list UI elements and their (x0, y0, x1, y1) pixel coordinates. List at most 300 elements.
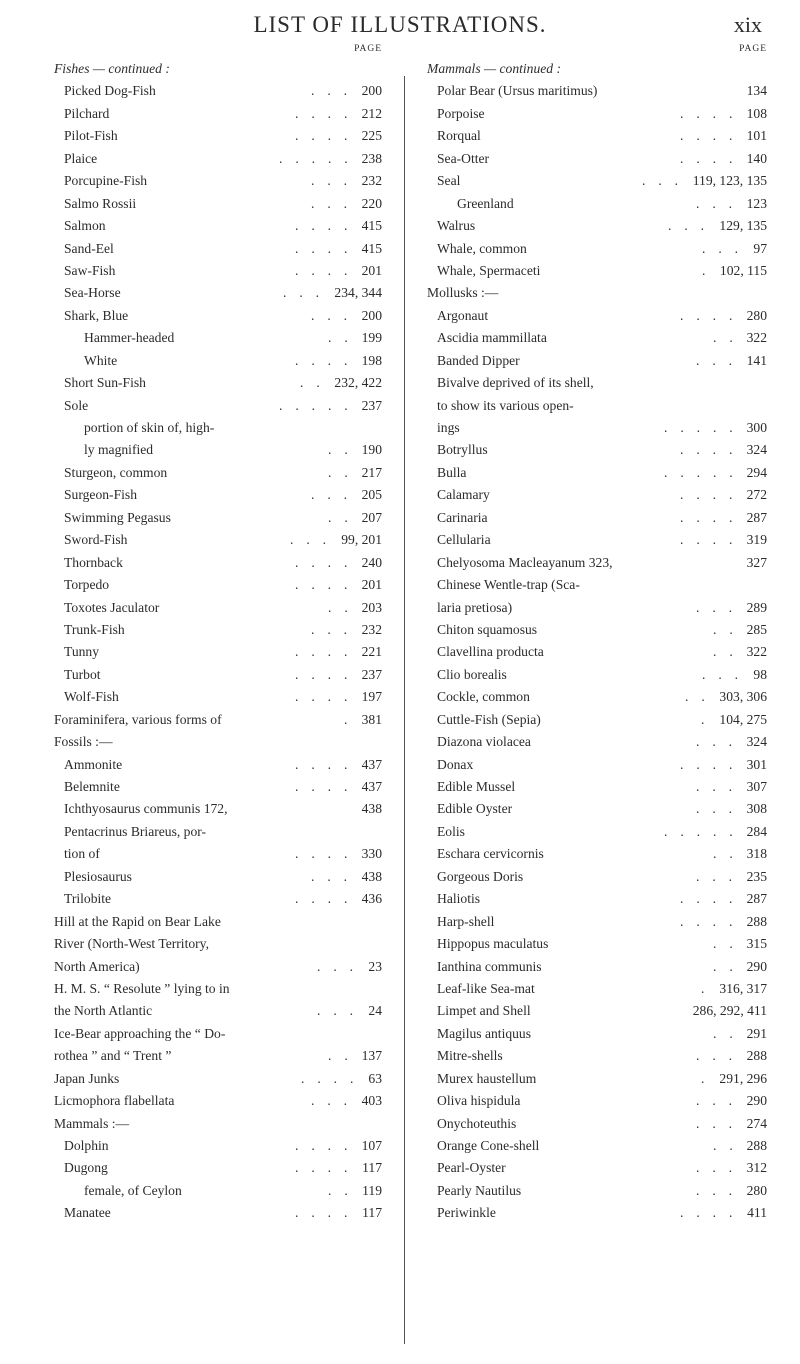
leader-dots: . . . . (295, 1160, 353, 1176)
entry-title: Sword-Fish (64, 532, 128, 548)
entry-title: Edible Oyster (437, 801, 513, 817)
entry-title: ings (437, 420, 460, 435)
leader-dots: . . . . . (664, 420, 738, 435)
index-entry (427, 1202, 767, 1224)
entry-title: Tunny (64, 644, 100, 660)
entry-title: Ice-Bear approaching the “ Do- (54, 1025, 226, 1041)
leader-dots: . . . (311, 1093, 352, 1109)
entry-page-number: 108 (746, 105, 767, 121)
leader-dots: . . . (317, 958, 358, 974)
entry-title: Bivalve deprived of its shell, (437, 375, 594, 391)
entry-title: Plaice (64, 150, 98, 166)
leader-dots: . . . (702, 666, 743, 682)
entry-title: Toxotes Jaculator (64, 599, 160, 615)
index-entry (54, 798, 382, 820)
entry-title: the North Atlantic (54, 1003, 153, 1019)
index-entry (54, 709, 382, 731)
entry-title: Periwinkle (437, 1205, 496, 1221)
leader-dots: . . . (696, 801, 737, 817)
entry-page-number: 232 (361, 621, 382, 637)
entry-list (54, 58, 382, 1225)
index-entry (427, 1068, 767, 1090)
index-entry (54, 58, 382, 80)
entry-title: to show its various open- (437, 397, 574, 413)
entry-page-number: 327 (746, 554, 767, 570)
entry-page-number: 307 (746, 779, 767, 794)
index-entry (427, 103, 767, 125)
index-entry (54, 484, 382, 506)
entry-page-number: 285 (746, 621, 767, 637)
entry-title: Swimming Pegasus (64, 509, 171, 525)
entry-page-number: 198 (361, 352, 382, 368)
leader-dots: . . . (696, 779, 737, 794)
leader-dots: . . . . (301, 1070, 359, 1086)
entry-title: Pearly Nautilus (437, 1182, 522, 1198)
index-entry (54, 1180, 382, 1202)
index-entry (427, 686, 767, 708)
entry-title: River (North-West Territory, (54, 936, 209, 952)
entry-page-number: 438 (361, 868, 382, 884)
index-entry (427, 215, 767, 237)
leader-dots: . . . (317, 1003, 358, 1019)
entry-title: Bulla (437, 464, 467, 480)
entry-page-number: 312 (746, 1160, 767, 1176)
leader-dots: . . . (696, 1115, 737, 1131)
entry-title: Polar Bear (Ursus maritimus) (437, 83, 598, 99)
index-entry (427, 58, 767, 80)
leader-dots: . . . (311, 173, 352, 189)
leader-dots: . . . (668, 218, 709, 234)
index-entry (427, 417, 767, 439)
entry-page-number: 288 (746, 1048, 767, 1064)
entry-page-number: 290 (746, 1093, 767, 1109)
entry-title: Ianthina communis (437, 958, 542, 974)
entry-title: Picked Dog-Fish (64, 83, 156, 99)
entry-page-number: 217 (361, 464, 382, 480)
entry-page-number: 190 (361, 442, 382, 458)
entry-page-number: 437 (361, 779, 382, 794)
leader-dots: . . . (642, 173, 683, 189)
index-entry (427, 462, 767, 484)
index-entry (54, 619, 382, 641)
index-entry (427, 125, 767, 147)
leader-dots: . . . . (295, 756, 353, 772)
index-entry (54, 439, 382, 461)
leader-dots: . . (328, 1182, 353, 1198)
index-entry (427, 798, 767, 820)
column-divider (404, 76, 405, 1344)
index-entry (54, 1202, 382, 1224)
entry-page-number: 201 (361, 262, 382, 278)
entry-page-number: 99, 201 (341, 532, 382, 548)
leader-dots: . . . . (295, 262, 353, 278)
entry-title: Diazona violacea (437, 734, 531, 750)
index-entry (54, 956, 382, 978)
entry-page-number: 272 (746, 487, 767, 503)
entry-page-number: 199 (361, 330, 382, 346)
entry-title: Pilot-Fish (64, 128, 118, 144)
leader-dots: . . (328, 442, 353, 458)
index-entry (54, 148, 382, 170)
index-entry (54, 507, 382, 529)
leader-dots: . . . . . (664, 464, 738, 480)
index-entry (427, 1023, 767, 1045)
leader-dots: . . . . . (279, 150, 353, 166)
index-entry (54, 395, 382, 417)
leader-dots: . . (713, 621, 738, 637)
entry-title: Limpet and Shell (437, 1003, 531, 1019)
index-entry (54, 305, 382, 327)
entry-page-number: 303, 306 (719, 689, 767, 705)
entry-page-number: 107 (361, 1138, 382, 1153)
index-entry (54, 1045, 382, 1067)
entry-title: Harp-shell (437, 913, 495, 929)
entry-page-number: 225 (361, 128, 382, 144)
leader-dots: . . . . (680, 150, 738, 166)
entry-title: Porpoise (437, 105, 485, 121)
entry-title: Shark, Blue (64, 307, 129, 323)
entry-page-number: 63 (368, 1070, 382, 1086)
entry-title: Pearl-Oyster (437, 1160, 506, 1176)
entry-title: Licmophora flabellata (54, 1093, 175, 1109)
entry-title: Pentacrinus Briareus, por- (64, 823, 207, 839)
leader-dots: . . . . (680, 307, 738, 323)
entry-page-number: 200 (361, 83, 382, 99)
index-entry (427, 1180, 767, 1202)
entry-page-number: 134 (746, 83, 767, 99)
entry-title: Orange Cone-shell (437, 1138, 540, 1153)
index-entry (54, 529, 382, 551)
leader-dots: . . . (696, 734, 737, 750)
index-entry (427, 327, 767, 349)
leader-dots: . . (328, 464, 353, 480)
entry-title: White (84, 352, 118, 368)
entry-title: Ascidia mammillata (437, 330, 547, 346)
entry-page-number: 212 (361, 105, 382, 121)
index-entry (54, 1135, 382, 1157)
entry-page-number: 290 (746, 958, 767, 974)
index-entry (54, 372, 382, 394)
entry-page-number: 101 (746, 128, 767, 144)
entry-title: Plesiosaurus (64, 868, 132, 884)
entry-page-number: 129, 135 (719, 218, 767, 234)
entry-page-number: 104, 275 (719, 711, 767, 727)
entry-title: Cockle, common (437, 689, 530, 705)
entry-title: Sole (64, 397, 89, 413)
index-entry (54, 1023, 382, 1045)
entry-title: Dolphin (64, 1138, 109, 1153)
index-entry (54, 125, 382, 147)
index-entry (427, 754, 767, 776)
leader-dots: . . . . (295, 1205, 353, 1221)
entry-page-number: 301 (746, 756, 767, 772)
leader-dots: . . . . (295, 666, 353, 682)
index-entry (54, 776, 382, 798)
entry-page-number: 201 (361, 577, 382, 593)
leader-dots: . (701, 980, 710, 996)
entry-title: Ichthyosaurus communis 172, (64, 801, 228, 817)
leader-dots: . . . . (295, 577, 353, 593)
index-entry (427, 776, 767, 798)
index-entry (427, 1000, 767, 1022)
entry-title: Carinaria (437, 509, 488, 525)
entry-page-number: 237 (361, 666, 382, 682)
index-entry (427, 238, 767, 260)
entry-page-number: 330 (361, 846, 382, 862)
entry-title: Thornback (64, 554, 123, 570)
index-entry (427, 439, 767, 461)
index-entry (427, 552, 767, 574)
entry-page-number: 234, 344 (334, 285, 382, 301)
entry-title: Magilus antiquus (437, 1025, 532, 1041)
entry-page-number: 232, 422 (334, 375, 382, 391)
index-entry (427, 933, 767, 955)
entry-title: Hammer-headed (84, 330, 175, 346)
entry-page-number: 205 (361, 487, 382, 503)
entry-title: Walrus (437, 218, 476, 234)
index-entry (54, 1090, 382, 1112)
entry-page-number: 238 (361, 150, 382, 166)
entry-page-number: 318 (746, 846, 767, 862)
leader-dots: . . . . (680, 105, 738, 121)
entry-page-number: 436 (361, 891, 382, 907)
index-entry (427, 1090, 767, 1112)
entry-title: Clavellina producta (437, 644, 544, 660)
entry-page-number: 119 (362, 1182, 382, 1198)
leader-dots: . . . . (295, 891, 353, 907)
index-entry (427, 709, 767, 731)
leader-dots: . . (328, 1048, 353, 1064)
entry-page-number: 322 (746, 644, 767, 660)
leader-dots: . . . (311, 621, 352, 637)
entry-page-number: 316, 317 (719, 980, 767, 996)
index-entry (427, 529, 767, 551)
entry-title: Botryllus (437, 442, 488, 458)
index-entry (427, 597, 767, 619)
leader-dots: . . (300, 375, 325, 391)
entry-title: Hippopus maculatus (437, 936, 549, 952)
entry-title: tion of (64, 846, 100, 862)
page-number: xix (733, 12, 762, 37)
index-entry (427, 484, 767, 506)
entry-page-number: 324 (746, 734, 767, 750)
leader-dots: . . . (696, 195, 737, 211)
leader-dots: . . . (311, 83, 352, 99)
leader-dots: . . (713, 958, 738, 974)
leader-dots: . . . . (680, 509, 738, 525)
leader-dots: . . . . (295, 779, 353, 794)
entry-title: female, of Ceylon (84, 1182, 182, 1198)
index-entry (427, 866, 767, 888)
entry-page-number: 123 (746, 195, 767, 211)
leader-dots: . . . (696, 1182, 737, 1198)
entry-page-number: 220 (361, 195, 382, 211)
entry-page-number: 284 (746, 823, 767, 839)
entry-title: Wolf-Fish (64, 689, 119, 705)
entry-title: Sand-Eel (64, 240, 114, 256)
index-entry (427, 350, 767, 372)
leader-dots: . . . . (295, 218, 353, 234)
index-entry (427, 1113, 767, 1135)
leader-dots: . . . . (295, 554, 353, 570)
leader-dots: . . . (311, 868, 352, 884)
entry-title: Edible Mussel (437, 779, 516, 794)
index-entry (54, 888, 382, 910)
leader-dots: . . (713, 846, 738, 862)
entry-title: Argonaut (437, 307, 489, 323)
entry-title: Pilchard (64, 105, 110, 121)
index-entry (427, 282, 767, 304)
entry-page-number: 415 (361, 240, 382, 256)
entry-title: Dugong (64, 1160, 108, 1176)
entry-page-number: 274 (746, 1115, 767, 1131)
index-entry (427, 372, 767, 394)
entry-page-number: 197 (361, 689, 382, 705)
index-entry (54, 327, 382, 349)
entry-page-number: 438 (361, 801, 382, 817)
entry-title: Chinese Wentle-trap (Sca- (437, 577, 580, 593)
entry-title: Calamary (437, 487, 490, 503)
page-column-label: PAGE (354, 44, 382, 54)
entry-page-number: 291, 296 (719, 1070, 767, 1086)
index-entry (54, 552, 382, 574)
leader-dots: . . . (311, 487, 352, 503)
entry-title: Gorgeous Doris (437, 868, 524, 884)
index-entry (427, 1045, 767, 1067)
leader-dots: . . . (702, 240, 743, 256)
entry-title: Japan Junks (54, 1070, 120, 1086)
entry-title: Cellularia (437, 532, 491, 548)
entry-title: Chiton squamosus (437, 621, 538, 637)
entry-page-number: 221 (361, 644, 382, 660)
index-entry (427, 978, 767, 1000)
index-entry (54, 170, 382, 192)
entry-title: Ammonite (64, 756, 123, 772)
leader-dots: . . . (283, 285, 324, 301)
entry-page-number: 280 (746, 307, 767, 323)
entry-title: Mammals :— (54, 1115, 130, 1131)
entry-page-number: 403 (361, 1093, 382, 1109)
entry-page-number: 381 (361, 711, 382, 727)
entry-title: portion of skin of, high- (84, 420, 215, 435)
entry-page-number: 288 (746, 1138, 767, 1153)
entry-title: Seal (437, 173, 461, 189)
index-entry (54, 282, 382, 304)
leader-dots: . . . (696, 599, 737, 615)
index-entry (54, 664, 382, 686)
index-entry (427, 641, 767, 663)
leader-dots: . . . . (680, 128, 738, 144)
index-entry (54, 215, 382, 237)
leader-dots: . . (328, 599, 353, 615)
entry-page-number: 287 (746, 509, 767, 525)
leader-dots: . . . . (295, 644, 353, 660)
entry-title: Whale, Spermaceti (437, 262, 541, 278)
entry-page-number: 24 (368, 1003, 382, 1019)
entry-title: Rorqual (437, 128, 481, 144)
leader-dots: . . (328, 509, 353, 525)
entry-title: North America) (54, 958, 140, 974)
column-header (427, 44, 767, 58)
entry-title: Short Sun-Fish (64, 375, 146, 391)
entry-page-number: 232 (361, 173, 382, 189)
entry-title: Onychoteuthis (437, 1115, 517, 1131)
leader-dots: . (344, 711, 353, 727)
index-entry (427, 888, 767, 910)
entry-title: Donax (437, 756, 474, 772)
leader-dots: . . . . (295, 128, 353, 144)
entry-title: Manatee (64, 1205, 111, 1221)
index-entry (54, 978, 382, 1000)
entry-title: Clio borealis (437, 666, 507, 682)
leader-dots: . (701, 1070, 710, 1086)
entry-page-number: 319 (746, 532, 767, 548)
index-entry (427, 956, 767, 978)
entry-page-number: 237 (361, 397, 382, 413)
entry-page-number: 97 (753, 240, 767, 256)
leader-dots: . . . . (680, 891, 738, 907)
index-entry (427, 148, 767, 170)
entry-page-number: 141 (746, 352, 767, 368)
leader-dots: . . . (311, 307, 352, 323)
entry-page-number: 98 (753, 666, 767, 682)
entry-page-number: 415 (361, 218, 382, 234)
leader-dots: . . . . (680, 487, 738, 503)
leader-dots: . . . (696, 352, 737, 368)
entry-title: H. M. S. “ Resolute ” lying to in (54, 980, 230, 996)
entry-title: Salmo Rossii (64, 195, 137, 211)
entry-page-number: 240 (361, 554, 382, 570)
index-entry (54, 597, 382, 619)
entry-page-number: 291 (746, 1025, 767, 1041)
entry-title: Haliotis (437, 891, 481, 907)
index-entry (54, 260, 382, 282)
leader-dots: . . . (290, 532, 331, 548)
entry-title: Saw-Fish (64, 262, 116, 278)
entry-page-number: 140 (746, 150, 767, 166)
leader-dots: . . (713, 644, 738, 660)
leader-dots: . . (713, 1025, 738, 1041)
entry-page-number: 102, 115 (719, 262, 767, 278)
leader-dots: . . . . (295, 1138, 353, 1153)
entry-title: Hill at the Rapid on Bear Lake (54, 913, 221, 929)
entry-list (427, 58, 767, 1225)
entry-title: Mitre-shells (437, 1048, 503, 1064)
index-column-left (54, 44, 382, 1225)
index-entry (54, 80, 382, 102)
section-heading: Fishes — continued : (54, 61, 170, 76)
index-entry (54, 1068, 382, 1090)
index-entry (54, 417, 382, 439)
index-entry (54, 866, 382, 888)
entry-title: Murex haustellum (437, 1070, 537, 1086)
leader-dots: . . . (696, 868, 737, 884)
entry-page-number: 294 (746, 464, 767, 480)
leader-dots: . . . (311, 195, 352, 211)
entry-title: Trilobite (64, 891, 112, 907)
leader-dots: . . . . . (664, 823, 738, 839)
index-entry (54, 821, 382, 843)
entry-page-number: 324 (746, 442, 767, 458)
entry-page-number: 288 (746, 913, 767, 929)
entry-title: Salmon (64, 218, 106, 234)
index-entry (427, 170, 767, 192)
entry-title: Oliva hispidula (437, 1093, 521, 1109)
index-entry (54, 350, 382, 372)
entry-title: Chelyosoma Macleayanum 323, (437, 554, 613, 570)
entry-page-number: 235 (746, 868, 767, 884)
index-entry (427, 260, 767, 282)
